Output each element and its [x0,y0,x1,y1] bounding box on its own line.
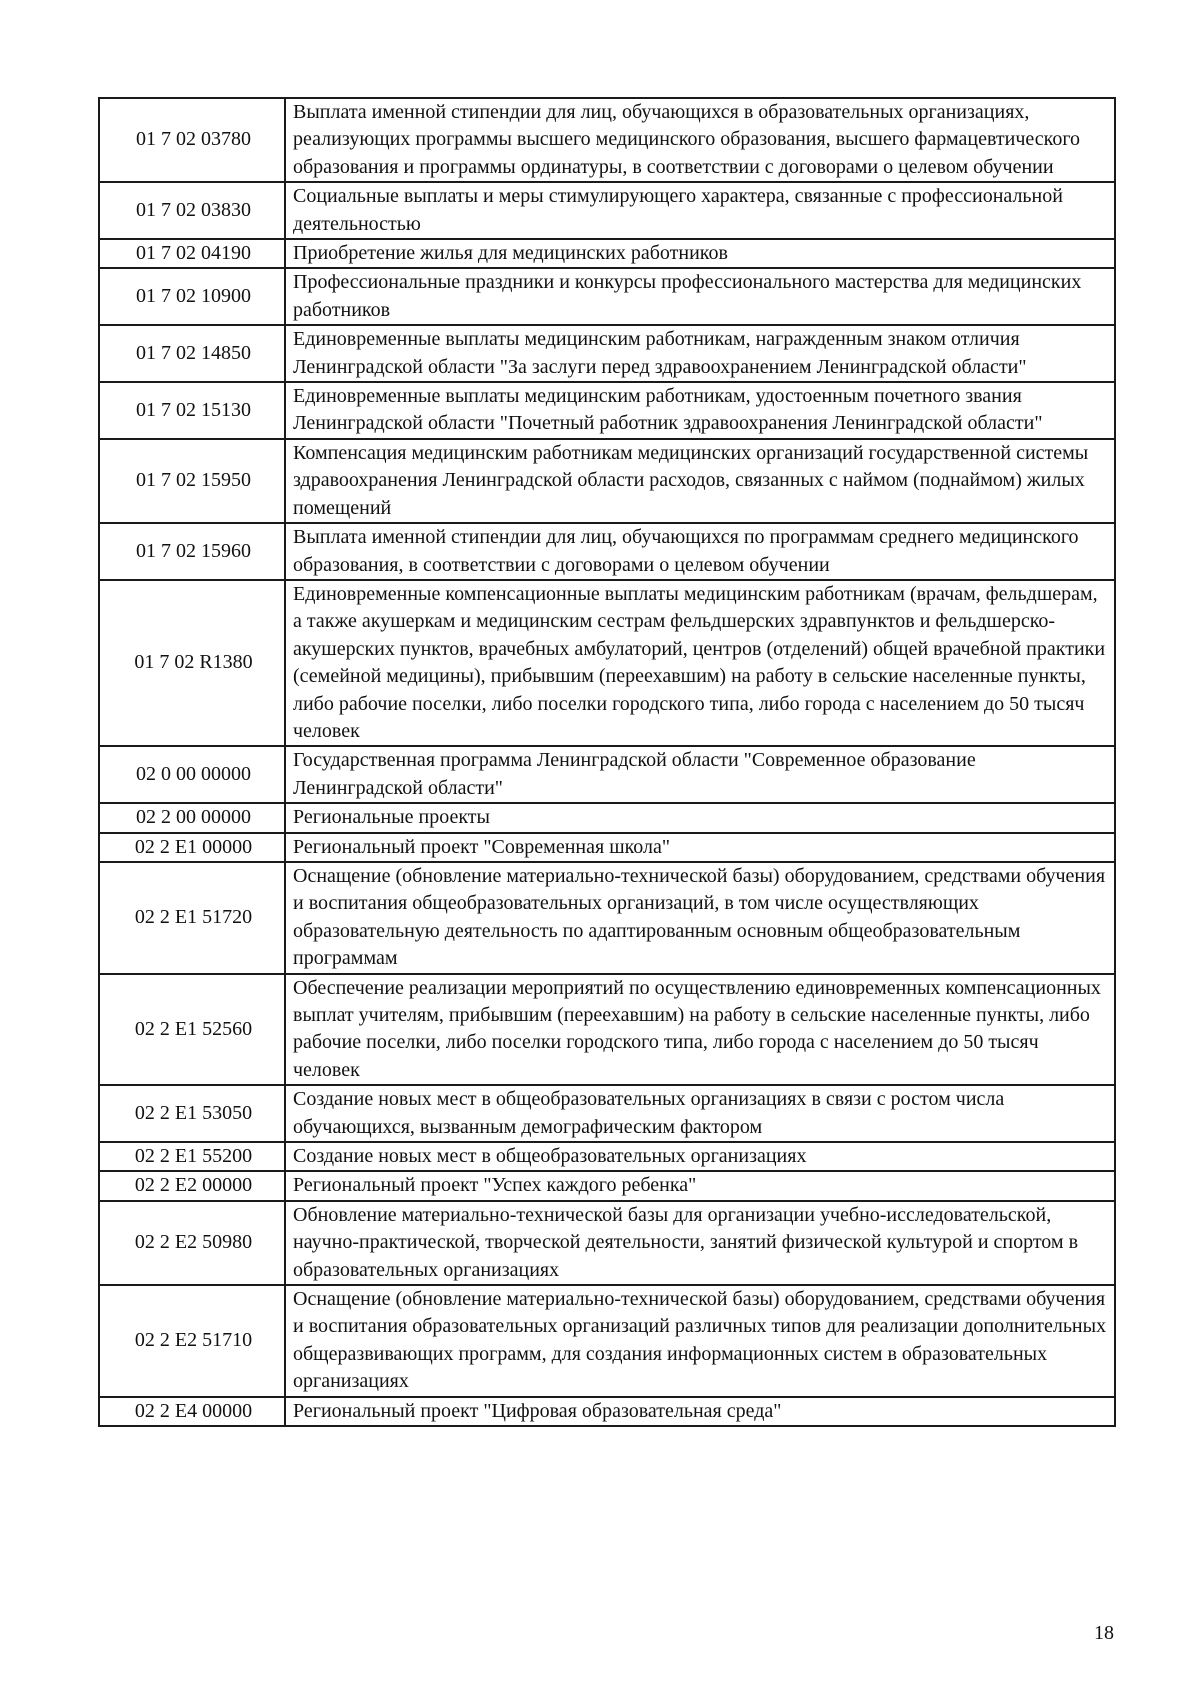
row-description: Приобретение жилья для медицинских работников [285,239,1115,268]
table-row [99,268,1115,325]
table-row [99,833,1115,862]
row-code: 02 2 E4 00000 [99,1397,285,1426]
row-code: 01 7 02 04190 [99,239,285,268]
table-row [99,182,1115,239]
table-row [99,1397,1115,1426]
table-row [99,439,1115,523]
row-description: Единовременные выплаты медицинским работникам, награжденным знаком отличия Ленинградской области "За заслуги перед здравоохранением Ленинградской области" [285,325,1115,382]
row-code: 02 2 E2 00000 [99,1171,285,1200]
table-row [99,803,1115,832]
row-description: Профессиональные праздники и конкурсы профессионального мастерства для медицинских работников [285,268,1115,325]
row-code: 01 7 02 R1380 [99,580,285,746]
row-code: 02 2 00 00000 [99,803,285,832]
row-code: 02 2 E2 51710 [99,1285,285,1397]
table-row [99,239,1115,268]
row-description: Создание новых мест в общеобразовательных организациях [285,1142,1115,1171]
row-code: 02 2 E1 53050 [99,1085,285,1142]
table-row [99,1171,1115,1200]
row-code: 02 0 00 00000 [99,746,285,803]
row-code: 01 7 02 15950 [99,439,285,523]
budget-code-table [98,97,1116,1427]
row-description: Выплата именной стипендии для лиц, обучающихся в образовательных организациях, реализующих программы высшего медицинского образования, высшего фармацевтического образования и программы ординатуры, в соответствии с договорами о целевом обучении [285,98,1115,182]
row-description: Компенсация медицинским работникам медицинских организаций государственной системы здравоохранения Ленинградской области расходов, связанных с наймом (поднаймом) жилых помещений [285,439,1115,523]
row-description: Оснащение (обновление материально-технической базы) оборудованием, средствами обучения и воспитания общеобразовательных организаций, в том числе осуществляющих образовательную деятельность по адаптированным основным общеобразовательным программам [285,862,1115,974]
table-row [99,98,1115,182]
row-code: 01 7 02 15130 [99,382,285,439]
row-description: Единовременные компенсационные выплаты медицинским работникам (врачам, фельдшерам, а также акушеркам и медицинским сестрам фельдшерских здравпунктов и фельдшерско-акушерских пунктов, врачебных амбулаторий, центров (отделений) общей врачебной практики (семейной медицины), прибывшим (переехавшим) на работу в сельские населенные пункты, либо рабочие поселки, либо поселки городского типа, либо города с населением до 50 тысяч человек [285,580,1115,746]
row-code: 01 7 02 03780 [99,98,285,182]
row-description: Государственная программа Ленинградской области "Современное образование Ленинградской области" [285,746,1115,803]
row-code: 02 2 E1 51720 [99,862,285,974]
table-row [99,1142,1115,1171]
page-number: 18 [1094,1622,1114,1644]
row-code: 01 7 02 10900 [99,268,285,325]
table-row [99,382,1115,439]
table-row [99,1201,1115,1285]
row-description: Региональный проект "Цифровая образовательная среда" [285,1397,1115,1426]
table-body [99,98,1115,1426]
table-row [99,974,1115,1086]
row-description: Выплата именной стипендии для лиц, обучающихся по программам среднего медицинского образования, в соответствии с договорами о целевом обучении [285,523,1115,580]
table-row [99,523,1115,580]
row-description: Региональный проект "Успех каждого ребенка" [285,1171,1115,1200]
row-description: Региональные проекты [285,803,1115,832]
row-description: Обеспечение реализации мероприятий по осуществлению единовременных компенсационных выплат учителям, прибывшим (переехавшим) на работу в сельские населенные пункты, либо рабочие поселки, либо поселки городского типа, либо города с населением до 50 тысяч человек [285,974,1115,1086]
table-row [99,325,1115,382]
row-description: Единовременные выплаты медицинским работникам, удостоенным почетного звания Ленинградской области "Почетный работник здравоохранения Ленинградской области" [285,382,1115,439]
row-code: 02 2 E2 50980 [99,1201,285,1285]
row-code: 01 7 02 03830 [99,182,285,239]
row-description: Обновление материально-технической базы для организации учебно-исследовательской, научно-практической, творческой деятельности, занятий физической культурой и спортом в образовательных организациях [285,1201,1115,1285]
table-row [99,580,1115,746]
table-row [99,862,1115,974]
table-row [99,1285,1115,1397]
row-description: Создание новых мест в общеобразовательных организациях в связи с ростом числа обучающихся, вызванным демографическим фактором [285,1085,1115,1142]
row-code: 01 7 02 15960 [99,523,285,580]
row-description: Оснащение (обновление материально-технической базы) оборудованием, средствами обучения и воспитания образовательных организаций различных типов для реализации дополнительных общеразвивающих программ, для создания информационных систем в образовательных организациях [285,1285,1115,1397]
row-description: Региональный проект "Современная школа" [285,833,1115,862]
table-row [99,1085,1115,1142]
table-row [99,746,1115,803]
row-code: 02 2 E1 00000 [99,833,285,862]
row-code: 02 2 E1 55200 [99,1142,285,1171]
row-description: Социальные выплаты и меры стимулирующего характера, связанные с профессиональной деятельностью [285,182,1115,239]
row-code: 02 2 E1 52560 [99,974,285,1086]
row-code: 01 7 02 14850 [99,325,285,382]
